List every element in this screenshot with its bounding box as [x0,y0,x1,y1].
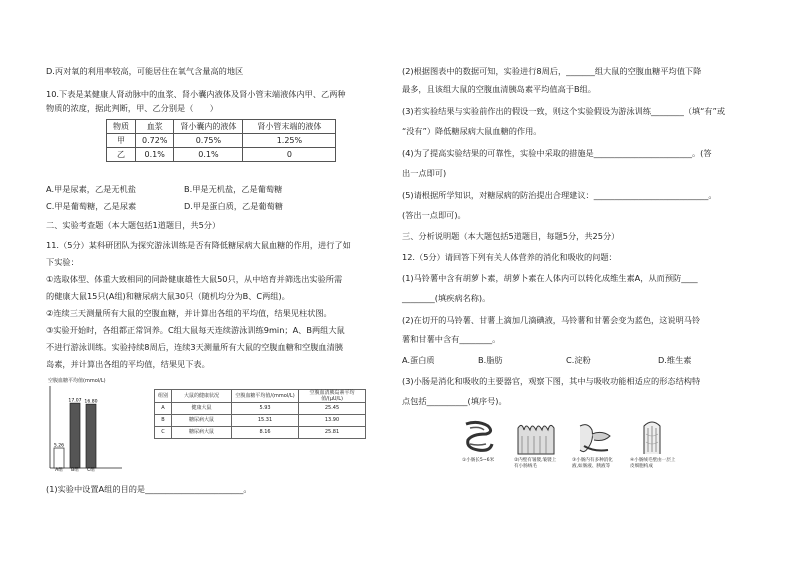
q11-subquestion-5-line1: (5)请根据所学知识，对糖尿病的防治提出合理建议：____________________________。 [402,190,717,200]
table-cell: 15.31 [232,415,299,427]
table-header-cell: 组别 [155,390,172,403]
table-cell: 0.1% [136,148,174,162]
chart-category-label: C组 [87,467,95,472]
q12-option-b: B.脂肪 [478,355,503,365]
figure-caption-4: ④小肠绒毛壁由一层上皮细胞构成 [630,458,676,469]
table-cell: 25.81 [299,427,366,439]
table-header-cell: 空腹血糖平均值/(mmol/L) [232,390,299,403]
intestine-coil-illustration [458,420,498,456]
q12-subquestion-2-line2: 薯和甘薯中含有________。 [402,334,501,344]
table-cell: B [155,415,172,427]
q10-table [106,119,336,162]
q10-option-a: A.甲是尿素，乙是无机盐 [46,184,136,194]
section-3-heading: 三、分析说明题（本大题包括5道题目，每题5分，共25分） [402,231,620,241]
chart-bar-c [86,404,96,468]
q10-option-b: B.甲是无机盐，乙是葡萄糖 [184,184,283,194]
table-row [155,415,366,427]
figure-caption-2: ②内壁有皱襞,皱襞上有小肠绒毛 [514,458,557,469]
intestine-fold-illustration [516,420,556,456]
chart-value-label: 16.80 [84,399,98,405]
q12-option-c: C.淀粉 [566,355,591,365]
table-cell: 0.75% [174,134,243,148]
blood-glucose-bar-chart [46,376,126,472]
table-cell: 5.93 [232,403,299,415]
q12-stem: 12.（5分）请回答下列有关人体营养的消化和吸收的问题： [402,252,617,262]
chart-value-label: 5.26 [53,443,65,449]
table-cell: 0 [243,148,336,162]
table-cell: 8.16 [232,427,299,439]
table-row [155,427,366,439]
q10-stem-line1: 10.下表是某健康人肾动脉中的血浆、肾小囊内液体及肾小管末端液体内甲、乙两种 [46,89,346,99]
q11-subquestion-4-line1: (4)为了提高实验结果的可靠性，实验中采取的措施是________________________。(答 [402,148,712,158]
table-cell: 糖尿病大鼠 [172,415,232,427]
q11-subquestion-1: (1)实验中设置A组的目的是________________________。 [46,484,252,494]
q12-subquestion-3-line2: 点包括__________(填序号)。 [402,396,507,406]
chart-category-label: B组 [71,467,79,472]
q11-result-table [154,389,366,439]
q11-step3-line3: 岛素，并计算出各组的平均值，结果见下表。 [46,359,210,369]
table-cell: 25.45 [299,403,366,415]
chart-value-label: 17.07 [68,398,82,404]
table-cell: 1.25% [243,134,336,148]
q9-option-d: D.丙对氧的利用率较高，可能居住在氧气含量高的地区 [46,66,244,76]
q11-step1-line1: ①选取体型、体重大致相同的同龄健康雄性大鼠50只，从中培育并筛选出实验所需 [46,274,343,284]
q11-subquestion-2-line2: 最多，且该组大鼠的空腹血清胰岛素平均值高于B组。 [402,84,596,94]
chart-bar-b [70,403,80,468]
table-header-cell: 大鼠的健康状况 [172,390,232,403]
table-row [155,403,366,415]
table-header-cell: 肾小管末端的液体 [243,120,336,134]
q11-stem-line1: 11.（5分）某科研团队为探究游泳训练是否有降低糖尿病大鼠血糖的作用，进行了如 [46,240,351,250]
table-header-row [107,120,336,134]
chart-category-label: A组 [55,467,63,472]
q11-subquestion-4-line2: 出一点即可) [402,168,447,178]
table-row [107,134,336,148]
q11-subquestion-2-line1: (2)根据图表中的数据可知，实验进行8周后，_______组大鼠的空腹血糖平均值下降 [402,66,702,76]
table-row [107,148,336,162]
q10-stem-line2: 物质的浓度，据此判断，甲、乙分别是（ ） [46,103,218,113]
q12-subquestion-3-line1: (3)小肠是消化和吸收的主要器官，观察下图，其中与吸收功能相适应的形态结构特 [402,376,701,386]
table-cell: 乙 [107,148,136,162]
q11-subquestion-3-line2: “没有”）降低糖尿病大鼠血糖的作用。 [402,126,542,136]
chart-title: 空腹血糖平均值(mmol/L) [48,378,106,384]
table-cell: 糖尿病大鼠 [172,427,232,439]
q11-step3-line2: 不进行游泳训练。实验持续8周后，连续3天测量所有大鼠的空腹血糖和空腹血清胰 [46,342,343,352]
q10-option-c: C.甲是葡萄糖，乙是尿素 [46,201,137,211]
q11-stem-line2: 下实验： [46,257,79,267]
table-cell: 健康大鼠 [172,403,232,415]
q11-step2: ②连续三天测量所有大鼠的空腹血糖，并计算出各组的平均值，结果见柱状图。 [46,308,332,318]
q12-subquestion-1-line2: ________(填疾病名称)。 [402,293,491,303]
q11-subquestion-3-line1: (3)若实验结果与实验前作出的假设一致，则这个实验假设为游泳训练________（填“有”或 [402,106,726,116]
chart-bar-a [54,448,64,468]
q11-step1-line2: 的健康大鼠15只(A组)和糖尿病大鼠30只（随机均分为B、C两组)。 [46,291,290,301]
table-header-cell: 血浆 [136,120,174,134]
table-cell: 甲 [107,134,136,148]
table-cell: 0.1% [174,148,243,162]
table-cell: A [155,403,172,415]
table-cell: 0.72% [136,134,174,148]
section-2-heading: 二、实验考查题（本大题包括1道题目，共5分） [46,220,221,230]
figure-caption-3: ③小肠内有多种消化液,如肠液、胰液等 [572,458,613,469]
figure-caption-1: ①小肠长5~6米 [462,458,495,463]
q12-subquestion-2-line1: (2)在切开的马铃薯、甘薯上滴加几滴碘液，马铃薯和甘薯会变为蓝色，这说明马铃 [402,315,701,325]
digestive-glands-illustration [574,420,614,456]
q12-subquestion-1-line1: (1)马铃薯中含有胡萝卜素，胡萝卜素在人体内可以转化成维生素A，从而预防____ [402,273,698,283]
table-header-row [155,390,366,403]
table-cell: C [155,427,172,439]
q10-option-d: D.甲是蛋白质，乙是葡萄糖 [184,201,283,211]
q11-subquestion-5-line2: (答出一点即可)。 [402,210,466,220]
q11-step3-line1: ③实验开始时，各组都正常饲养。C组大鼠每天连续游泳训练9min；A、B两组大鼠 [46,325,345,335]
q12-option-d: D.维生素 [658,355,692,365]
table-header-cell: 空腹血清胰岛素平均值/(μU/L) [299,390,366,403]
table-header-cell: 物质 [107,120,136,134]
table-cell: 13.90 [299,415,366,427]
q12-option-a: A.蛋白质 [402,355,435,365]
table-header-cell: 肾小囊内的液体 [174,120,243,134]
villus-illustration [632,420,672,456]
